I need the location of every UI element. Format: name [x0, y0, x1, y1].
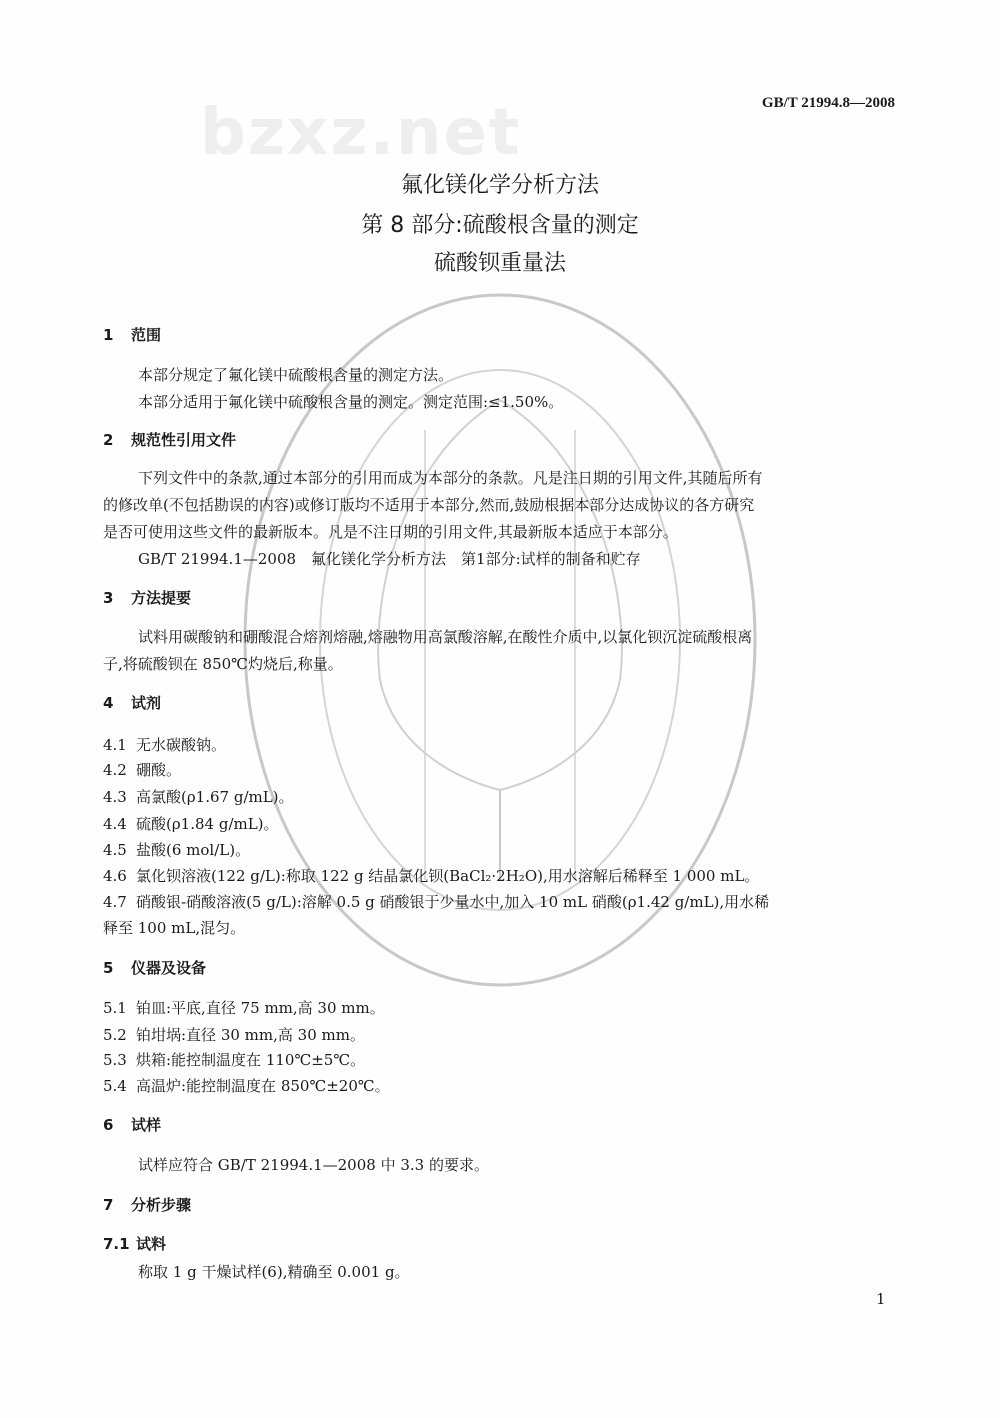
text-line [138, 468, 763, 488]
section-heading [103, 588, 191, 608]
clause-text: 无水碳酸钠。 [136, 736, 227, 754]
text-line [138, 392, 563, 412]
text-line [103, 1076, 390, 1096]
clause-number: 6 [103, 1116, 114, 1134]
document-title-line3: 硫酸钡重量法 [433, 251, 566, 276]
text-line [103, 918, 245, 938]
clause-text: 铂皿:平底,直径 75 mm,高 30 mm。 [136, 999, 385, 1017]
section-heading [103, 1115, 161, 1135]
clause-text: 试料用碳酸钠和硼酸混合熔剂熔融,熔融物用高氯酸溶解,在酸性介质中,以氯化钡沉淀硫酸根离 [138, 628, 753, 646]
clause-text: 烘箱:能控制温度在 110℃±5℃。 [136, 1051, 366, 1069]
text-line [103, 998, 385, 1018]
text-line [103, 814, 279, 834]
watermark-text: bzxz.net [200, 96, 522, 170]
text-line [103, 840, 250, 860]
clause-text: 下列文件中的条款,通过本部分的引用而成为本部分的条款。凡是注日期的引用文件,其随后所有 [138, 469, 763, 487]
clause-number: 3 [103, 589, 114, 607]
clause-number: 4.7 [103, 893, 127, 911]
clause-text: 试样应符合 GB/T 21994.1—2008 中 3.3 的要求。 [138, 1156, 489, 1174]
clause-number: 4.4 [103, 815, 127, 833]
text-line [103, 522, 678, 542]
clause-text: 高氯酸(ρ1.67 g/mL)。 [136, 788, 294, 806]
clause-text: 试样 [131, 1116, 162, 1134]
section-heading [103, 1195, 191, 1215]
section-heading [103, 693, 161, 713]
clause-number: 7.1 [103, 1235, 130, 1253]
text-line [138, 1155, 489, 1175]
text-line [103, 892, 769, 912]
clause-text: 方法提要 [131, 589, 192, 607]
clause-text: 铂坩埚:直径 30 mm,高 30 mm。 [136, 1026, 365, 1044]
clause-number: 4.2 [103, 761, 127, 779]
text-line [103, 866, 759, 886]
clause-text: 高温炉:能控制温度在 850℃±20℃。 [136, 1077, 390, 1095]
clause-number: 5.1 [103, 999, 127, 1017]
text-line [138, 1262, 410, 1282]
document-title-line1: 氟化镁化学分析方法 [400, 173, 599, 198]
clause-text: 盐酸(6 mol/L)。 [136, 841, 251, 859]
section-heading [103, 958, 206, 978]
text-line [103, 735, 226, 755]
text-line [103, 760, 181, 780]
clause-text: 试料 [136, 1235, 167, 1253]
clause-text: 释至 100 mL,混匀。 [103, 919, 246, 937]
section-heading [103, 1234, 166, 1254]
clause-text: 氯化钡溶液(122 g/L):称取 122 g 结晶氯化钡(BaCl₂·2H₂O),用水溶解后稀释至 1 000 mL。 [136, 867, 760, 885]
text-line [103, 654, 343, 674]
clause-text: 子,将硫酸钡在 850℃灼烧后,称量。 [103, 655, 343, 673]
clause-text: 的修改单(不包括勘误的内容)或修订版均不适用于本部分,然而,鼓励根据本部分达成协议的各方研究 [103, 496, 755, 514]
clause-number: 4.3 [103, 788, 127, 806]
clause-text: 是否可使用这些文件的最新版本。凡是不注日期的引用文件,其最新版本适应于本部分。 [103, 523, 678, 541]
clause-text: 范围 [131, 326, 162, 344]
clause-number: 5.4 [103, 1077, 127, 1095]
clause-number: 5 [103, 959, 114, 977]
clause-text: 硫酸(ρ1.84 g/mL)。 [136, 815, 279, 833]
text-line [138, 365, 453, 385]
clause-text: 本部分适用于氟化镁中硫酸根含量的测定。测定范围:≤1.50%。 [138, 393, 564, 411]
clause-text: 试剂 [131, 694, 162, 712]
clause-text: 硼酸。 [136, 761, 182, 779]
page-number: 1 [876, 1290, 886, 1308]
clause-number: 4 [103, 694, 114, 712]
clause-text: 本部分规定了氟化镁中硫酸根含量的测定方法。 [138, 366, 454, 384]
clause-number: 2 [103, 431, 114, 449]
clause-text: 规范性引用文件 [131, 431, 237, 449]
clause-number: 7 [103, 1196, 114, 1214]
text-line [103, 1050, 365, 1070]
text-line [138, 549, 641, 569]
clause-number: 5.3 [103, 1051, 127, 1069]
clause-number: 4.6 [103, 867, 127, 885]
clause-text: 仪器及设备 [131, 959, 207, 977]
section-heading [103, 325, 161, 345]
standard-number: GB/T 21994.8—2008 [761, 95, 895, 111]
text-line [103, 495, 754, 515]
clause-text: GB/T 21994.1—2008 氟化镁化学分析方法 第1部分:试样的制备和贮存 [138, 550, 641, 568]
clause-number: 4.1 [103, 736, 127, 754]
text-line [138, 627, 752, 647]
clause-text: 分析步骤 [131, 1196, 192, 1214]
clause-text: 硝酸银-硝酸溶液(5 g/L):溶解 0.5 g 硝酸银于少量水中,加入 10 mL 硝酸(ρ1.42 g/mL),用水稀 [136, 893, 770, 911]
document-title-line2: 第 8 部分:硫酸根含量的测定 [361, 213, 639, 238]
clause-number: 5.2 [103, 1026, 127, 1044]
text-line [103, 787, 294, 807]
text-line [103, 1025, 365, 1045]
clause-number: 4.5 [103, 841, 127, 859]
section-heading [103, 430, 236, 450]
clause-text: 称取 1 g 干燥试样(6),精确至 0.001 g。 [138, 1263, 410, 1281]
clause-number: 1 [103, 326, 114, 344]
